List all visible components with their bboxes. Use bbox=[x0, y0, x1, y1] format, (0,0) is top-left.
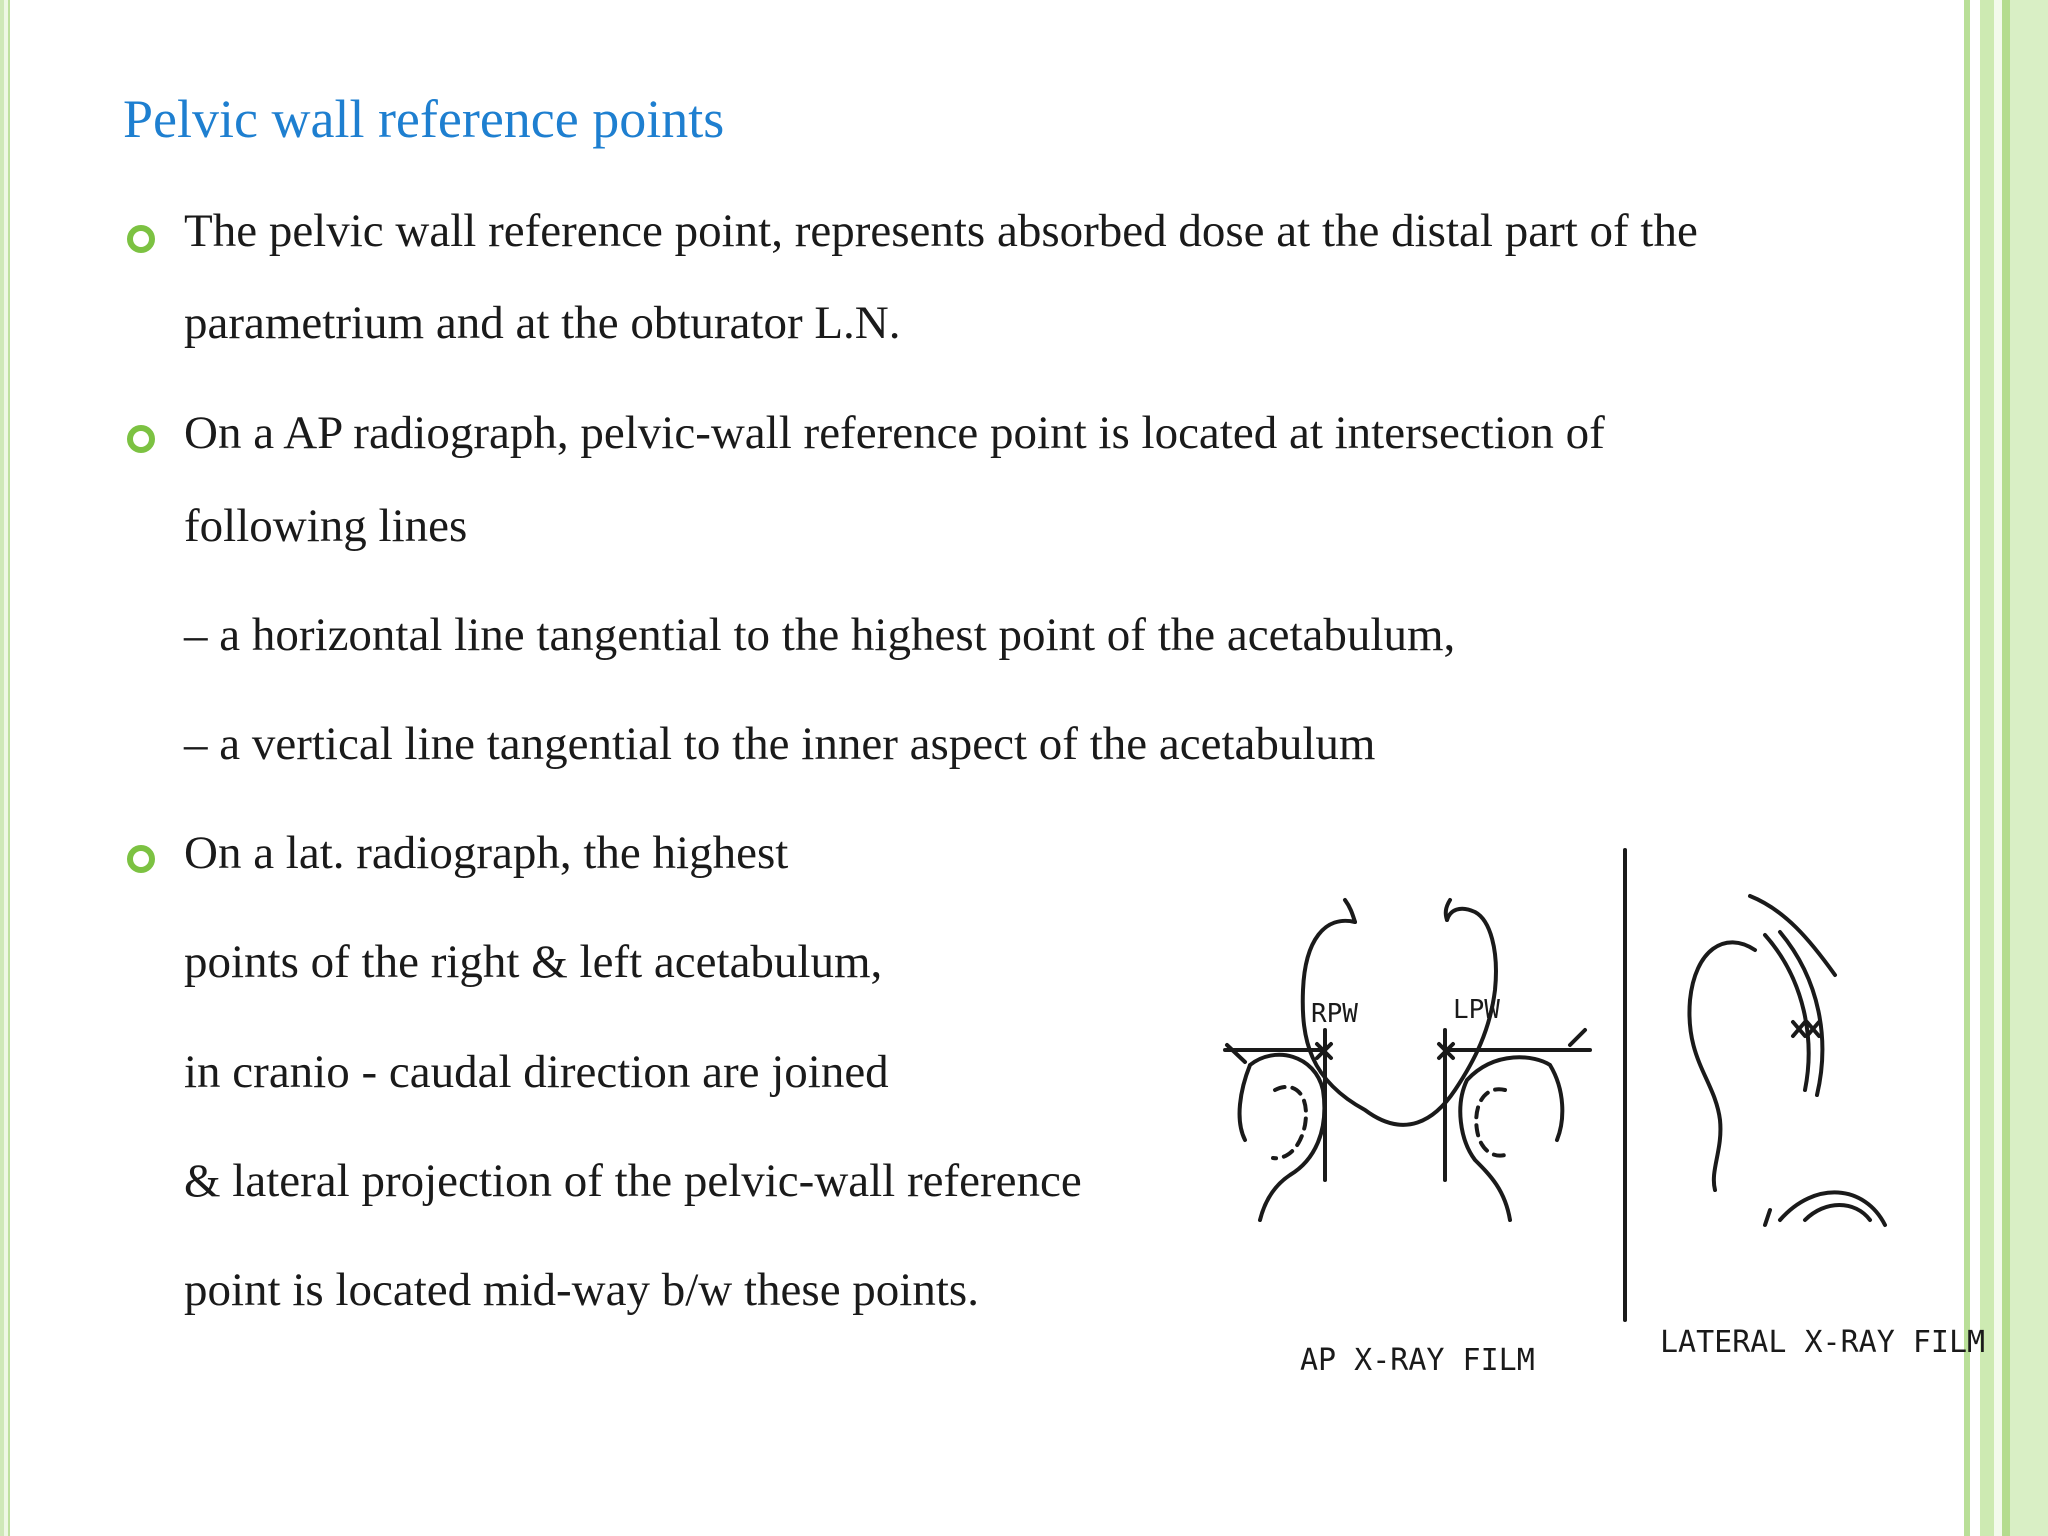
lateral-line-1 bbox=[1765, 935, 1809, 1090]
lateral-outline-upper bbox=[1750, 896, 1835, 975]
ap-tick-right bbox=[1570, 1030, 1585, 1045]
lateral-outline-arc bbox=[1689, 942, 1755, 1190]
ap-right-acetabulum bbox=[1240, 1055, 1325, 1220]
label-ap-film: AP X-RAY FILM bbox=[1300, 1343, 1535, 1378]
bullet-3-line-2: points of the right & left acetabulum, bbox=[184, 936, 883, 988]
bullet-1-line-2: parametrium and at the obturator L.N. bbox=[184, 297, 901, 349]
bullet-3-line-4: & lateral projection of the pelvic-wall reference bbox=[184, 1155, 1082, 1207]
bullet-2-line-2: following lines bbox=[184, 500, 468, 552]
bullet-marker-3 bbox=[127, 845, 155, 873]
xray-diagram bbox=[1205, 840, 1986, 1400]
ap-tick-left bbox=[1227, 1045, 1245, 1062]
bullet-2-subline-1: – a horizontal line tangential to the highest point of the acetabulum, bbox=[184, 609, 1456, 661]
bullet-2-subline-2: – a vertical line tangential to the inner aspect of the acetabulum bbox=[184, 718, 1376, 770]
label-lateral-film: LATERAL X-RAY FILM bbox=[1660, 1325, 1986, 1360]
left-decorative-stripe bbox=[0, 0, 12, 1536]
right-decorative-stripes bbox=[1958, 0, 2048, 1536]
label-lpw: LPW bbox=[1453, 995, 1500, 1025]
bullet-3-line-3: in cranio - caudal direction are joined bbox=[184, 1046, 889, 1098]
bullet-marker-2 bbox=[127, 425, 155, 453]
ap-left-femoral-head bbox=[1476, 1089, 1505, 1155]
bullet-3-line-5: point is located mid-way b/w these points. bbox=[184, 1264, 979, 1316]
lateral-line-2 bbox=[1780, 932, 1822, 1095]
lateral-femoral-arc-inner bbox=[1805, 1205, 1870, 1220]
bullet-3-line-1: On a lat. radiograph, the highest bbox=[184, 827, 789, 879]
bullet-1-line-1: The pelvic wall reference point, represents absorbed dose at the distal part of the bbox=[184, 205, 1698, 257]
bullet-2-line-1: On a AP radiograph, pelvic-wall reference point is located at intersection of bbox=[184, 407, 1605, 459]
slide-title: Pelvic wall reference points bbox=[123, 89, 725, 149]
ap-right-femoral-head bbox=[1273, 1087, 1306, 1158]
lateral-small-stroke bbox=[1765, 1210, 1770, 1225]
label-rpw: RPW bbox=[1311, 999, 1358, 1029]
ap-top-left-notch bbox=[1345, 900, 1355, 922]
ap-left-acetabulum bbox=[1460, 1057, 1562, 1220]
bullet-marker-1 bbox=[127, 225, 155, 253]
